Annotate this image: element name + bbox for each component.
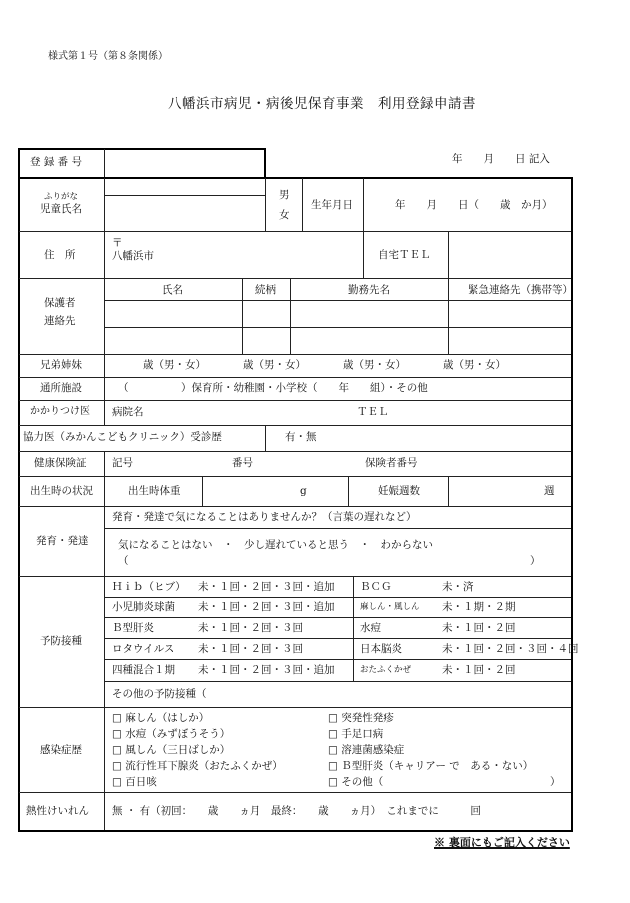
vaccine-status: 未・１回・２回 bbox=[442, 622, 516, 634]
development-paren-open: （ bbox=[118, 555, 129, 567]
infection-checkbox[interactable]: □ 百日咳 bbox=[112, 776, 157, 788]
sibling-entry: 歳（男・女） bbox=[143, 359, 206, 371]
vaccine-name: ＢＣＧ bbox=[360, 581, 392, 593]
form-number: 様式第１号（第８条関係） bbox=[48, 51, 168, 62]
vaccine-status: 未・１期・２期 bbox=[442, 601, 516, 613]
other-infection-close: ） bbox=[550, 776, 561, 788]
dob-format: 年 月 日（ 歳 か月） bbox=[395, 199, 553, 211]
vaccine-name: 日本脳炎 bbox=[360, 643, 402, 655]
hospital-name-label: 病院名 bbox=[112, 406, 144, 418]
partner-clinic-value: 有・無 bbox=[285, 431, 317, 443]
infection-checkbox[interactable]: □ 水痘（みずぼうそう） bbox=[112, 728, 231, 740]
insurance-symbol-label: 記号 bbox=[112, 457, 133, 469]
partner-clinic-label: 協力医（みかんこどもクリニック）受診歴 bbox=[23, 431, 222, 443]
vaccine-name: 麻しん・風しん bbox=[360, 602, 420, 612]
guardian-col-workplace: 勤務先名 bbox=[348, 284, 390, 296]
sibling-entry: 歳（男・女） bbox=[443, 359, 506, 371]
infection-history-label: 感染症歴 bbox=[40, 744, 82, 756]
vaccine-name: 小児肺炎球菌 bbox=[112, 601, 175, 613]
vaccination-label: 予防接種 bbox=[40, 635, 82, 647]
infection-checkbox[interactable]: □ 手足口病 bbox=[328, 728, 384, 740]
development-label: 発育・発達 bbox=[36, 535, 89, 547]
insurer-number-label: 保険者番号 bbox=[365, 457, 418, 469]
sibling-entry: 歳（男・女） bbox=[243, 359, 306, 371]
vaccine-status: 未・１回・２回・３回 bbox=[198, 643, 303, 655]
postal-mark: 〒 bbox=[112, 237, 123, 249]
vaccine-status: 未・１回・２回 bbox=[442, 664, 516, 676]
vaccine-status: 未・１回・２回・３回・追加 bbox=[198, 581, 335, 593]
city-text: 八幡浜市 bbox=[112, 250, 154, 262]
infection-checkbox[interactable]: □ 流行性耳下腺炎（おたふくかぜ） bbox=[112, 760, 283, 772]
guardian-col-relation: 続柄 bbox=[255, 284, 276, 296]
facility-label: 通所施設 bbox=[40, 382, 82, 394]
insurance-number-label: 番号 bbox=[232, 457, 253, 469]
back-side-note: ※ 裏面にもご記入ください bbox=[434, 836, 570, 849]
address-label: 住 所 bbox=[44, 249, 76, 261]
vaccine-status: 未・１回・２回・３回 bbox=[198, 622, 303, 634]
infection-checkbox[interactable]: □ 風しん（三日ばしか） bbox=[112, 744, 231, 756]
vaccine-name: おたふくかぜ bbox=[360, 665, 412, 675]
infection-checkbox[interactable]: □ その他（ bbox=[328, 776, 384, 788]
vaccine-status: 未・済 bbox=[442, 581, 474, 593]
febrile-seizure-label: 熱性けいれん bbox=[26, 805, 89, 817]
gestation-weeks-unit: 週 bbox=[544, 485, 555, 497]
development-options: 気になることはない ・ 少し遅れていると思う ・ わからない bbox=[118, 539, 433, 551]
vaccine-status: 未・１回・２回・３回・追加 bbox=[198, 601, 335, 613]
infection-checkbox[interactable]: □ 突発性発疹 bbox=[328, 712, 394, 724]
furigana-label: ふりがな bbox=[44, 192, 79, 202]
gestation-weeks-label: 妊娠週数 bbox=[378, 485, 420, 497]
guardian-label: 保護者 bbox=[44, 297, 76, 309]
birth-status-label: 出生時の状況 bbox=[30, 485, 93, 497]
vaccine-name: 四種混合１期 bbox=[112, 664, 175, 676]
facility-text: （ ）保育所・幼稚園・小学校（ 年 組）・その他 bbox=[118, 382, 428, 394]
febrile-seizure-text: 無 ・ 有（初回： 歳 ヵ月 最終： 歳 ヵ月） これまでに 回 bbox=[112, 805, 481, 817]
sex-male: 男 bbox=[279, 189, 290, 201]
birth-weight-label: 出生時体重 bbox=[128, 485, 181, 497]
development-paren-close: ） bbox=[530, 555, 541, 567]
registration-number-label: 登 録 番 号 bbox=[30, 156, 83, 168]
guardian-col-emergency: 緊急連絡先（携帯等） bbox=[468, 284, 573, 296]
vaccine-status: 未・１回・２回・３回・４回 bbox=[442, 643, 579, 655]
sex-female: 女 bbox=[279, 209, 290, 221]
development-question: 発育・発達で気になることはありませんか？（言葉の遅れなど） bbox=[112, 511, 417, 523]
vaccine-name: 水痘 bbox=[360, 622, 381, 634]
infection-checkbox[interactable]: □ 溶連菌感染症 bbox=[328, 744, 405, 756]
dob-label: 生年月日 bbox=[311, 199, 353, 211]
doctor-tel-label: ＴＥＬ bbox=[357, 406, 389, 418]
birth-weight-unit: g bbox=[300, 485, 307, 497]
vaccine-status: 未・１回・２回・３回・追加 bbox=[198, 664, 335, 676]
other-vaccines-label: その他の予防接種（ bbox=[112, 688, 207, 700]
family-doctor-label: かかりつけ医 bbox=[30, 406, 90, 417]
infection-checkbox[interactable]: □ Ｂ型肝炎（キャリアー で ある・ない） bbox=[328, 760, 534, 772]
vaccine-name: ロタウイルス bbox=[112, 643, 175, 655]
child-name-label: 児童氏名 bbox=[40, 203, 82, 215]
date-written-label: 年 月 日 記入 bbox=[452, 153, 550, 165]
home-tel-label: 自宅ＴＥＬ bbox=[378, 249, 431, 261]
contact-label: 連絡先 bbox=[44, 315, 76, 327]
vaccine-name: Ｈｉｂ（ヒブ） bbox=[112, 581, 186, 593]
guardian-col-name: 氏名 bbox=[162, 284, 183, 296]
infection-checkbox[interactable]: □ 麻しん（はしか） bbox=[112, 712, 210, 724]
siblings-label: 兄弟姉妹 bbox=[40, 359, 82, 371]
vaccine-name: Ｂ型肝炎 bbox=[112, 622, 154, 634]
sibling-entry: 歳（男・女） bbox=[343, 359, 406, 371]
insurance-label: 健康保険証 bbox=[34, 457, 87, 469]
document-title: 八幡浜市病児・病後児保育事業 利用登録申請書 bbox=[168, 96, 476, 112]
